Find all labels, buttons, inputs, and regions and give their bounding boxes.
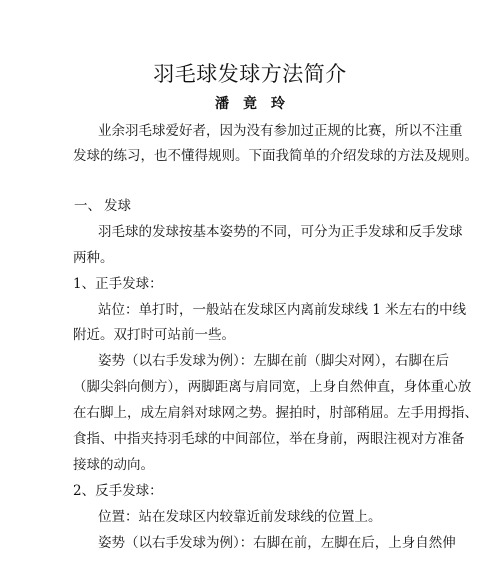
forehand-posture-line-4: 食指、中指夹持羽毛球的中间部位，举在身前，两眼注视对方准备 (73, 431, 465, 447)
backhand-posture-line-1: 姿势（以右手发球为例）：右脚在前，左脚在后，上身自然伸 (98, 535, 456, 551)
forehand-posture-line-1: 姿势（以右手发球为例）：左脚在前（脚尖对网），右脚在后 (98, 353, 449, 369)
forehand-posture-line-2: （脚尖斜向侧方），两脚距离与肩同宽，上身自然伸直，身体重心放 (73, 379, 472, 395)
section-1-para-line-2: 两种。 (73, 250, 114, 266)
section-1-heading (74, 196, 131, 216)
intro-line-2: 发球的练习，也不懂得规则。下面我简单的介绍发球的方法及规则。 (73, 148, 478, 164)
section-1-para-line-1: 羽毛球的发球按基本姿势的不同，可分为正手发球和反手发球 (98, 224, 463, 240)
backhand-heading: 2、反手发球： (73, 483, 163, 499)
forehand-stance-line-2: 附近。双打时可站前一些。 (73, 327, 235, 343)
forehand-stance-line-1: 站位：单打时，一般站在发球区内离前发球线 1 米左右的中线 (98, 302, 467, 318)
intro-line-1: 业余羽毛球爱好者，因为没有参加过正规的比赛，所以不注重 (98, 123, 463, 139)
section-1-number: 一、 (74, 198, 101, 214)
document-title: 羽毛球发球方法简介 (153, 62, 347, 86)
section-1-title: 发球 (104, 198, 131, 214)
forehand-heading: 1、正手发球： (73, 276, 163, 292)
forehand-posture-line-3: 在右脚上，成左肩斜对球网之势。握拍时，肘部稍屈。左手用拇指、 (73, 405, 478, 421)
backhand-stance-line-1: 位置：站在发球区内较靠近前发球线的位置上。 (98, 509, 382, 525)
forehand-posture-line-5: 接球的动向。 (73, 457, 154, 473)
document-author: 潘竟玲 (215, 96, 299, 112)
